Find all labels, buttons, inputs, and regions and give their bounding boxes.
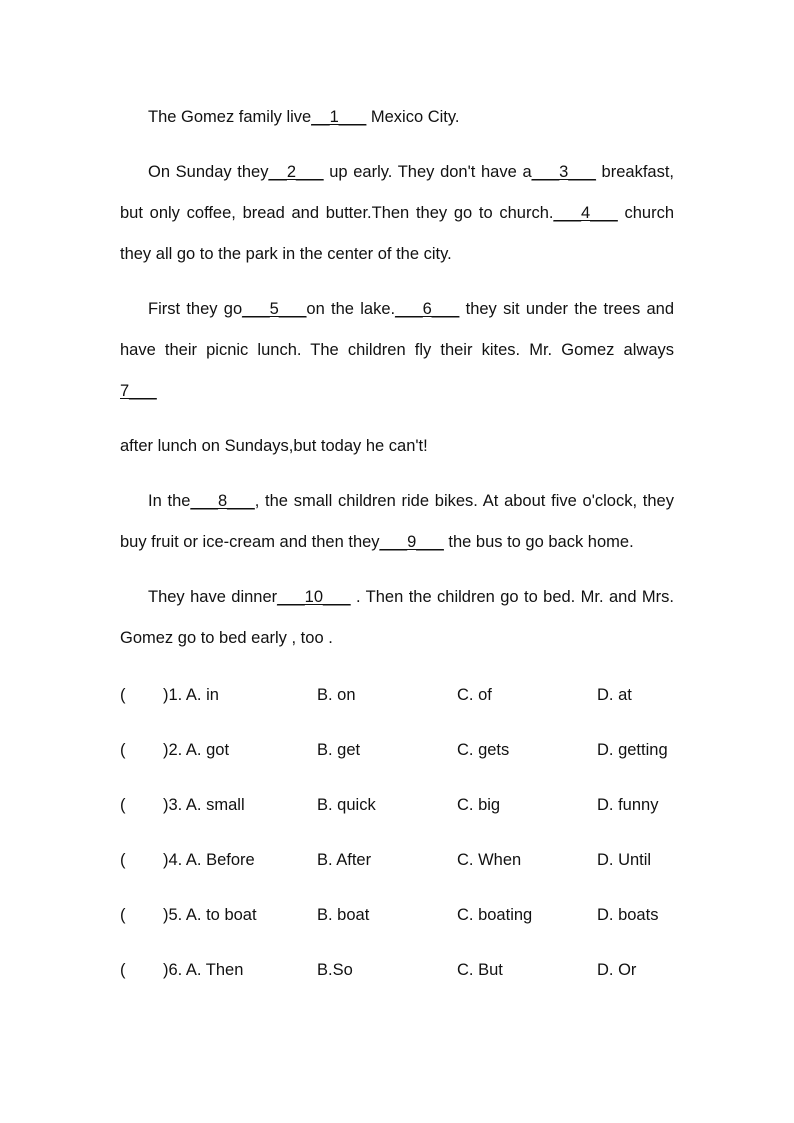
passage-text: church bbox=[617, 204, 674, 222]
option-b: B. on bbox=[317, 686, 356, 704]
question-row-6 bbox=[120, 955, 720, 1010]
option-c: C. boating bbox=[457, 906, 533, 924]
answer-blank-4: ___4___ bbox=[553, 204, 618, 222]
option-d: D. at bbox=[597, 686, 632, 704]
option-c: C. gets bbox=[457, 741, 510, 759]
question-row-5 bbox=[120, 900, 720, 955]
passage-text: , the small children ride bikes. At about five o'clock, they bbox=[254, 492, 674, 510]
answer-paren: ( bbox=[120, 686, 126, 704]
option-b: B.So bbox=[317, 961, 353, 979]
option-a: )6. A. Then bbox=[163, 961, 244, 979]
passage-line bbox=[120, 102, 674, 143]
option-b: B. After bbox=[317, 851, 372, 869]
option-d: D. boats bbox=[597, 906, 659, 924]
option-d: D. funny bbox=[597, 796, 659, 814]
option-c: C. of bbox=[457, 686, 492, 704]
passage-text: have their picnic lunch. The children fly their kites. Mr. Gomez always bbox=[120, 341, 674, 359]
answer-paren: ( bbox=[120, 851, 126, 869]
passage-text: In the bbox=[148, 492, 191, 510]
passage-text: but only coffee, bread and butter.Then they go to church. bbox=[120, 204, 554, 222]
answer-paren: ( bbox=[120, 961, 126, 979]
answer-blank-6: ___6___ bbox=[395, 300, 460, 318]
option-a: )1. A. in bbox=[163, 686, 219, 704]
passage-text: they sit under the trees and bbox=[459, 300, 674, 318]
question-row-4 bbox=[120, 845, 720, 900]
passage-text: On Sunday they bbox=[148, 163, 269, 181]
option-d: D. Until bbox=[597, 851, 652, 869]
option-b: B. get bbox=[317, 741, 361, 759]
answer-blank-2: __2___ bbox=[268, 163, 324, 181]
question-row-1 bbox=[120, 680, 720, 735]
option-a: )3. A. small bbox=[163, 796, 245, 814]
cloze-passage bbox=[120, 102, 674, 664]
multiple-choice-list bbox=[120, 680, 720, 1010]
passage-text: Mexico City. bbox=[366, 108, 460, 126]
answer-blank-7: 7___ bbox=[120, 382, 157, 400]
passage-text: on the lake. bbox=[306, 300, 396, 318]
passage-text: after lunch on Sundays,but today he can't! bbox=[120, 437, 428, 455]
paragraph-2 bbox=[120, 157, 674, 280]
answer-blank-5: ___5___ bbox=[242, 300, 307, 318]
option-b: B. boat bbox=[317, 906, 370, 924]
option-c: C. But bbox=[457, 961, 503, 979]
option-d: D. Or bbox=[597, 961, 637, 979]
passage-text: buy fruit or ice-cream and then they bbox=[120, 533, 380, 551]
passage-text: up early. They don't have a bbox=[323, 163, 532, 181]
passage-line bbox=[120, 335, 674, 376]
passage-line bbox=[120, 157, 674, 198]
question-row-2 bbox=[120, 735, 720, 790]
option-b: B. quick bbox=[317, 796, 376, 814]
passage-text: the bus to go back home. bbox=[443, 533, 634, 551]
option-a: )4. A. Before bbox=[163, 851, 255, 869]
passage-line bbox=[120, 294, 674, 335]
passage-line bbox=[120, 431, 674, 472]
answer-blank-8: ___8___ bbox=[190, 492, 255, 510]
passage-text: . Then the children go to bed. Mr. and Mrs. bbox=[350, 588, 675, 606]
option-a: )5. A. to boat bbox=[163, 906, 257, 924]
passage-text: First they go bbox=[148, 300, 243, 318]
passage-text: breakfast, bbox=[595, 163, 675, 181]
answer-blank-1: __1___ bbox=[311, 108, 367, 126]
passage-text: The Gomez family live bbox=[148, 108, 312, 126]
passage-line bbox=[120, 623, 674, 664]
answer-paren: ( bbox=[120, 741, 126, 759]
paragraph-4 bbox=[120, 486, 674, 568]
paragraph-5 bbox=[120, 582, 674, 664]
passage-text: They have dinner bbox=[148, 588, 278, 606]
paragraph-3 bbox=[120, 294, 674, 472]
option-c: C. big bbox=[457, 796, 501, 814]
answer-blank-3: ___3___ bbox=[531, 163, 596, 181]
option-d: D. getting bbox=[597, 741, 668, 759]
answer-blank-9: ___9___ bbox=[379, 533, 444, 551]
option-a: )2. A. got bbox=[163, 741, 230, 759]
passage-text: they all go to the park in the center of the city. bbox=[120, 245, 452, 263]
passage-text: Gomez go to bed early , too . bbox=[120, 629, 333, 647]
passage-line bbox=[120, 582, 674, 623]
passage-line bbox=[120, 486, 674, 527]
answer-blank-10: ___10___ bbox=[277, 588, 351, 606]
answer-paren: ( bbox=[120, 906, 126, 924]
option-c: C. When bbox=[457, 851, 522, 869]
question-row-3 bbox=[120, 790, 720, 845]
paragraph-1 bbox=[120, 102, 674, 143]
answer-paren: ( bbox=[120, 796, 126, 814]
passage-line bbox=[120, 239, 674, 280]
passage-line bbox=[120, 198, 674, 239]
passage-line bbox=[120, 376, 674, 417]
passage-line bbox=[120, 527, 674, 568]
